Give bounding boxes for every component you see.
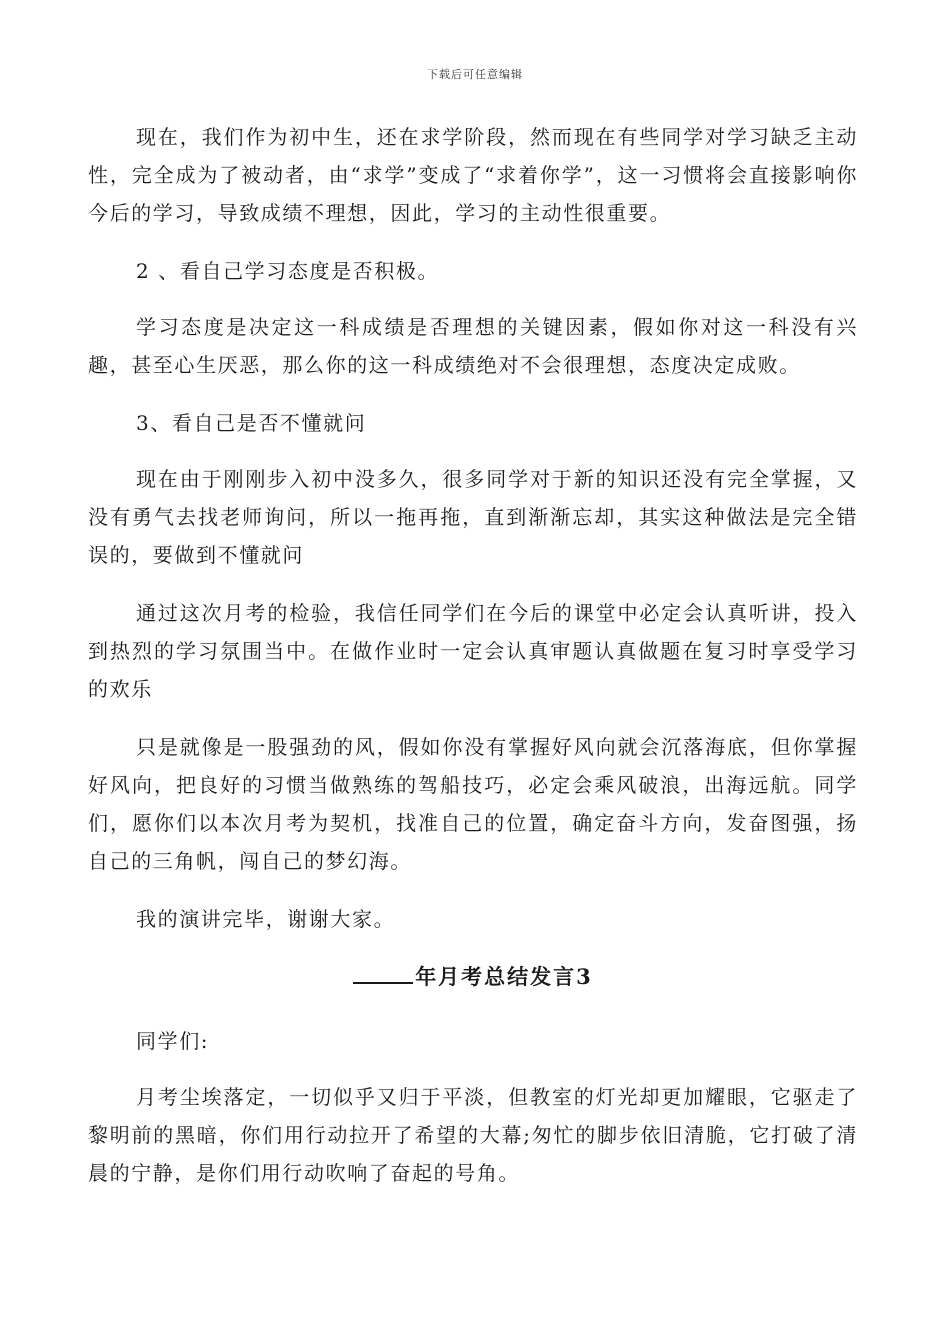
paragraph-ask-questions: 现在由于刚刚步入初中没多久，很多同学对于新的知识还没有完全掌握，又没有勇气去找老师询问，所以一拖再拖，直到渐渐忘却，其实这种做法是完全错误的，要做到不懂就问 [88, 467, 858, 567]
section-heading [88, 958, 858, 996]
paragraph-closing: 我的演讲完毕，谢谢大家。 [136, 907, 396, 931]
section-heading-text: 年月考总结发言3 [415, 964, 593, 989]
paragraph-wind-metaphor: 只是就像是一股强劲的风，假如你没有掌握好风向就会沉落海底，但你掌握好风向，把良好的习惯当做熟练的驾船技巧，必定会乘风破浪，出海远航。同学们，愿你们以本次月考为契机，找准自己的位置，确定奋斗方向，发奋图强，扬自己的三角帆，闯自己的梦幻海。 [88, 735, 858, 873]
paragraph-point-3: 3、看自己是否不懂就问 [136, 411, 367, 435]
paragraph-greeting: 同学们: [136, 1029, 210, 1053]
paragraph-after-exam: 月考尘埃落定，一切似乎又归于平淡，但教室的灯光却更加耀眼，它驱走了黎明前的黑暗，你们用行动拉开了希望的大幕;匆忙的脚步依旧清脆，它打破了清晨的宁静，是你们用行动吹响了奋起的号角。 [88, 1085, 858, 1185]
header-note: 下载后可任意编辑 [427, 68, 523, 81]
paragraph-point-2: 2 、看自己学习态度是否积极。 [136, 259, 440, 283]
paragraph-initiative: 现在，我们作为初中生，还在求学阶段，然而现在有些同学对学习缺乏主动性，完全成为了被动者，由“求学”变成了“求着你学”，这一习惯将会直接影响你今后的学习，导致成绩不理想，因此，学习的主动性很重要。 [88, 125, 858, 225]
document-body [88, 118, 858, 1212]
blank-underline [353, 960, 413, 984]
paragraph-attitude: 学习态度是决定这一科成绩是否理想的关键因素，假如你对这一科没有兴趣，甚至心生厌恶，那么你的这一科成绩绝对不会很理想，态度决定成败。 [88, 315, 858, 377]
paragraph-exam-review: 通过这次月考的检验，我信任同学们在今后的课堂中必定会认真听讲，投入到热烈的学习氛围当中。在做作业时一定会认真审题认真做题在复习时享受学习的欢乐 [88, 601, 858, 701]
